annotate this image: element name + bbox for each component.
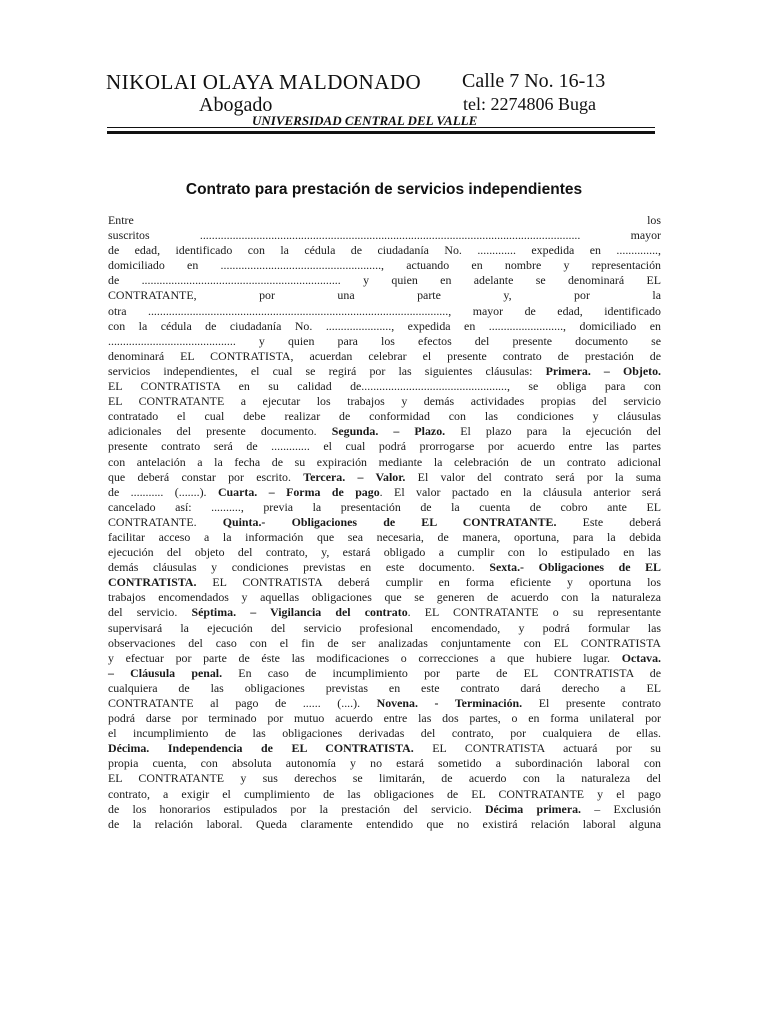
contract-line: EL CONTRATISTA en su calidad de................................................., se obliga para con [108, 379, 661, 394]
university-name: UNIVERSIDAD CENTRAL DEL VALLE [252, 113, 478, 128]
contract-line: con antelación a la fecha de su expiración mediante la celebración de un contrato adicional [108, 454, 661, 469]
contract-line: que deberá constar por escrito. Tercera. – Valor. El valor del contrato será por la suma [108, 469, 661, 484]
contract-title: Contrato para prestación de servicios independientes [185, 181, 583, 198]
contract-line: EL CONTRATANTE y sus derechos se limitarán, de acuerdo con la naturaleza del [108, 771, 661, 786]
contract-body [108, 213, 661, 832]
contract-line: de edad, identificado con la cédula de ciudadanía No. ............. expedida en .............., [108, 243, 661, 258]
contract-line: cancelado así: .........., previa la presentación de la cuenta de cobro ante EL [108, 499, 661, 514]
clause-heading: Novena. - Terminación. [376, 696, 523, 710]
clause-heading: Décima primera. [484, 801, 582, 816]
contract-line: de ........... (.......). Cuarta. – Forma de pago. El valor pactado en la cláusula anterior será [108, 484, 661, 499]
contract-line: adicionales del presente documento. Segunda. – Plazo. El plazo para la ejecución del [108, 424, 661, 439]
header-rule-thick [107, 131, 655, 134]
contract-line: CONTRATANTE, por una parte y, por la [108, 288, 661, 303]
clause-heading: Segunda. – Plazo. [331, 424, 446, 439]
contract-line: Entre los [108, 213, 661, 227]
clause-heading: Sexta.- Obligaciones de EL [489, 560, 661, 575]
lawyer-name: NIKOLAI OLAYA MALDONADO [106, 70, 422, 94]
contract-line: de los honorarios estipulados por la prestación del servicio. Décima primera. – Exclusión [108, 801, 662, 816]
contract-line: Décima. Independencia de EL CONTRATISTA. EL CONTRATISTA actuará por su [108, 741, 661, 756]
contract-line: contrato, a exigir el cumplimiento de las obligaciones de EL CONTRATANTE y el pago [108, 786, 661, 801]
contract-line: facilitar acceso a la información que sea necesaria, de manera, oportuna, para la debida [108, 529, 661, 544]
contract-line: denominará EL CONTRATISTA, acuerdan celebrar el presente contrato de prestación de [108, 348, 661, 363]
contract-line: CONTRATISTA. EL CONTRATISTA deberá cumplir en forma eficiente y oportuna los [108, 575, 661, 590]
contract-line: con la cédula de ciudadanía No. ......................, expedida en ........................., domiciliado en [108, 318, 661, 333]
contract-line: CONTRATANTE. Quinta.- Obligaciones de EL CONTRATANTE. Este deberá [108, 514, 661, 529]
contract-line: CONTRATANTE al pago de ...... (....). Novena. - Terminación. El presente contrato [108, 696, 662, 710]
contract-line: observaciones del caso con el fin de ser analizadas conjuntamente con EL CONTRATISTA [108, 635, 661, 650]
contract-line: – Cláusula penal. En caso de incumplimiento por parte de EL CONTRATISTA de [108, 665, 662, 680]
contract-line: EL CONTRATANTE a ejecutar los trabajos y demás actividades propias del servicio [108, 394, 661, 409]
contract-line: del servicio. Séptima. – Vigilancia del contrato. EL CONTRATANTE o su representante [108, 605, 661, 620]
contract-line: trabajos encomendados y aquellas obligaciones que se generen de acuerdo con la naturaleza [108, 590, 661, 605]
header-rule-thin [107, 127, 655, 128]
clause-heading: Cuarta. – Forma de pago [217, 484, 380, 499]
contract-line: ........................................... y quien para los efectos del presente documento se [108, 333, 661, 348]
contract-line: el incumplimiento de las obligaciones derivadas del contrato, por cualquiera de ellas. [108, 726, 661, 741]
clause-heading: Quinta.- Obligaciones de EL CONTRATANTE. [222, 514, 557, 529]
clause-heading: Décima. Independencia de EL CONTRATISTA. [108, 741, 414, 756]
clause-heading: Primera. – Objeto. [545, 363, 662, 378]
clause-heading: Octava. [621, 650, 661, 665]
contract-line: podrá darse por terminado por mutuo acuerdo entre las dos partes, o en forma unilateral por [108, 711, 661, 726]
contract-line: contratado el cual debe realizar de conformidad con las condiciones y cláusulas [108, 409, 661, 424]
office-address: Calle 7 No. 16-13 [462, 70, 606, 92]
contract-line: presente contrato será de ............. el cual podrá prorrogarse por acuerdo entre las partes [108, 439, 661, 454]
contract-line: y efectuar por parte de éste las modificaciones o correcciones a que hubiere lugar. Octava. [108, 650, 661, 665]
clause-heading: Séptima. – Vigilancia del contrato [191, 605, 408, 620]
contract-line: otra ....................................................................................................., mayor de edad, identificado [108, 303, 661, 318]
phone-city: tel: 2274806 Buga [463, 94, 596, 114]
clause-heading: – Cláusula penal. [108, 665, 223, 680]
contract-line: propia cuenta, con absoluta autonomía y no estará sometido a subordinación laboral con [108, 756, 661, 771]
contract-line: de ................................................................... y quien en adelante se denominará EL [108, 273, 661, 288]
contract-line: servicios independientes, el cual se regirá por las siguientes cláusulas: Primera. – Objeto. [108, 363, 662, 378]
contract-line: ejecución del objeto del contrato, y, estará obligado a cumplir con lo estipulado en las [108, 545, 661, 560]
contract-line: de la relación laboral. Queda claramente entendido que no existirá relación laboral alguna [108, 816, 661, 831]
clause-heading: CONTRATISTA. [108, 575, 197, 590]
lawyer-title: Abogado [199, 94, 273, 116]
clause-heading: Tercera. – Valor. [303, 469, 406, 484]
contract-line: domiciliado en ......................................................, actuando en nombre y representación [108, 258, 661, 273]
contract-line: supervisará la ejecución del servicio profesional encomendado, y podrá formular las [108, 620, 661, 635]
contract-line: suscritos ................................................................................................................................ mayor [108, 228, 661, 243]
contract-line: demás cláusulas y condiciones previstas en este documento. Sexta.- Obligaciones de EL [108, 560, 661, 575]
contract-line: cualquiera de las obligaciones previstas en este contrato dará derecho a EL [108, 680, 661, 695]
